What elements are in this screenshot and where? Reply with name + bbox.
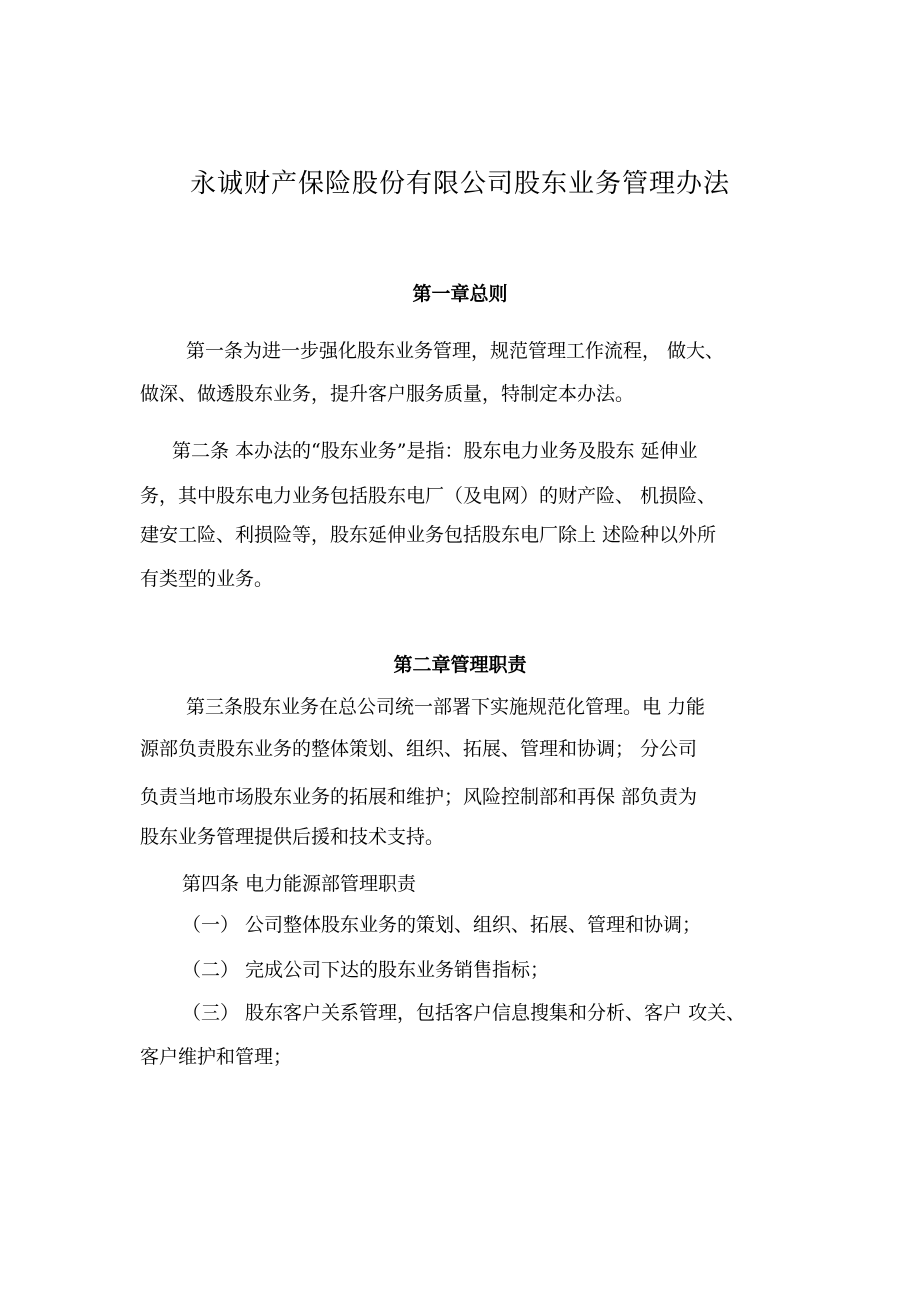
article-1-line-2: 做深、做透股东业务，提升客户服务质量，特制定本办法。 bbox=[140, 383, 635, 405]
document-title: 永诚财产保险股份有限公司股东业务管理办法 bbox=[189, 169, 730, 199]
article-4-item-3-line-2: 客户维护和管理； bbox=[140, 1046, 293, 1068]
chapter-2-heading: 第二章管理职责 bbox=[393, 654, 527, 676]
article-2-line-4: 有类型的业务。 bbox=[140, 568, 274, 590]
chapter-1-heading: 第一章总则 bbox=[412, 283, 508, 305]
article-4-heading: 第四条 电力能源部管理职责 bbox=[182, 873, 417, 895]
article-1-line-1: 第一条为进一步强化股东业务管理，规范管理工作流程， 做大、 bbox=[186, 340, 725, 362]
article-2-line-2: 务，其中股东电力业务包括股东电厂（及电网）的财产险、 机损险、 bbox=[140, 485, 717, 507]
article-4-item-1: （一） 公司整体股东业务的策划、组织、拓展、管理和协调； bbox=[182, 914, 702, 936]
article-3-line-3: 负责当地市场股东业务的拓展和维护；风险控制部和再保 部负责为 bbox=[140, 786, 698, 808]
article-3-line-2: 源部负责股东业务的整体策划、组织、拓展、管理和协调； 分公司 bbox=[140, 738, 698, 760]
article-4-item-2: （二） 完成公司下达的股东业务销售指标； bbox=[182, 959, 550, 981]
article-3-line-4: 股东业务管理提供后援和技术支持。 bbox=[140, 826, 445, 848]
article-4-item-3-line-1: （三） 股东客户关系管理，包括客户信息搜集和分析、客户 攻关、 bbox=[182, 1002, 746, 1024]
article-2-line-3: 建安工险、利损险等，股东延伸业务包括股东电厂除上 述险种以外所 bbox=[140, 524, 717, 546]
article-3-line-1: 第三条股东业务在总公司统一部署下实施规范化管理。电 力能 bbox=[186, 696, 706, 718]
article-2-line-1: 第二条 本办法的“股东业务”是指：股东电力业务及股东 延伸业 bbox=[172, 440, 698, 462]
